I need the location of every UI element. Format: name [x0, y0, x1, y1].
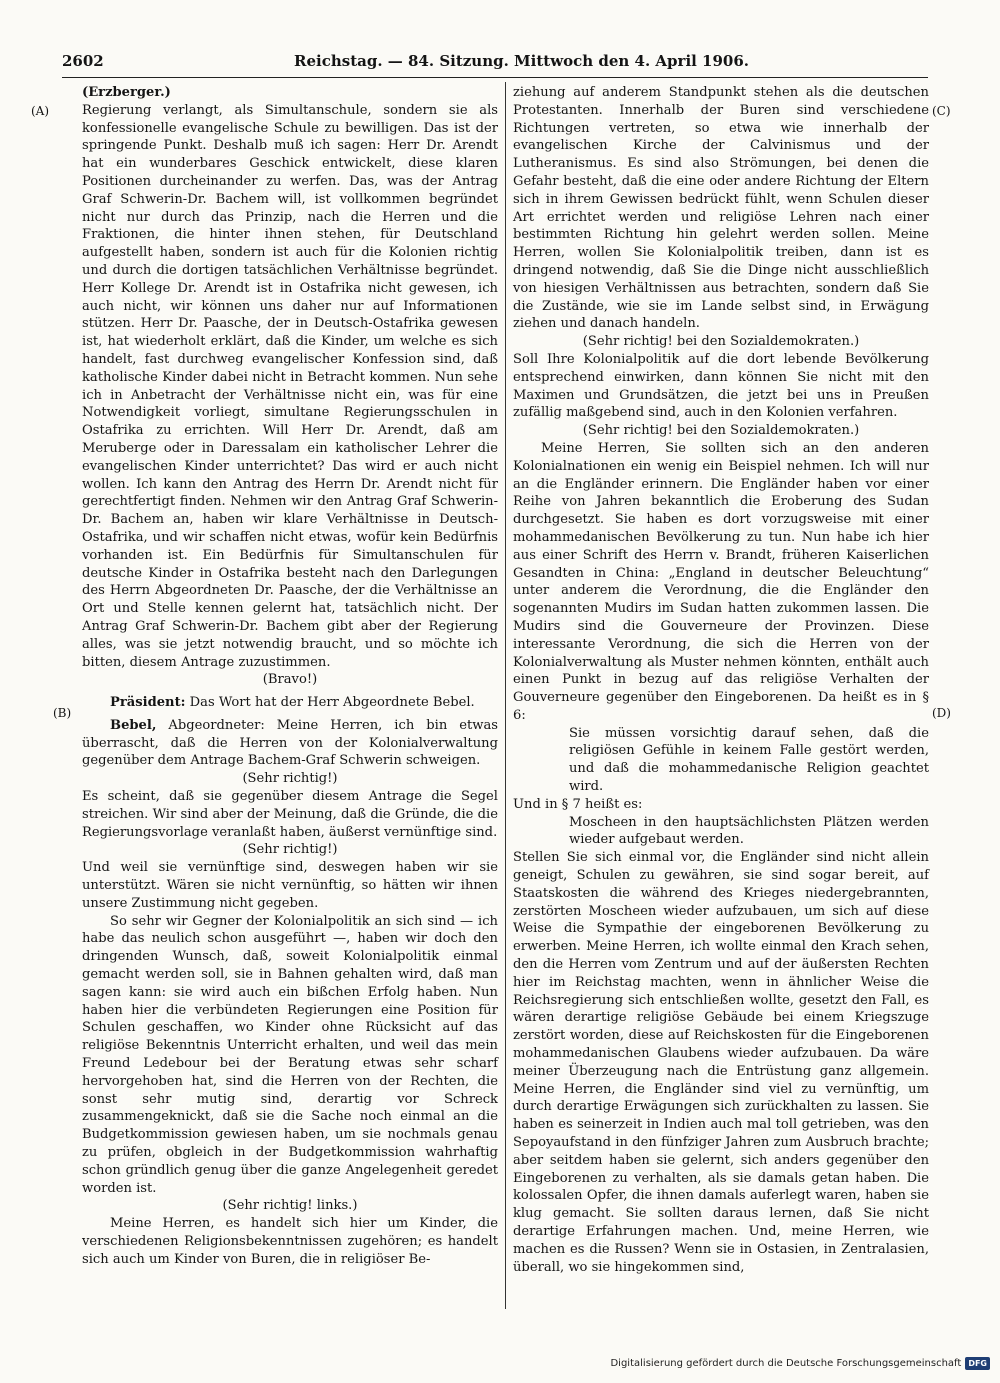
bebel-intro: Abgeordneter: Meine Herren, ich bin etwas überrascht, daß die Herren von der Kolonialverwaltung gegenüber dem Antrage Bachem-Graf Schwerin schweigen. [82, 717, 498, 769]
page-number: 2602 [62, 52, 104, 70]
paragraph: So sehr wir Gegner der Kolonialpolitik an sich sind — ich habe das neulich schon ausgeführt —, haben wir doch den dringenden Wunsch, daß, soweit Kolonialpolitik einmal gemacht werden soll, sie in Bahnen gehalten wird, daß man sagen kann: sie wird auch ein bißchen Erfolg haben. Nun haben hier die verbündeten Regierungen eine Position für Schulen geschaffen, wo Kinder ohne Rücksicht auf das religiöse Bekenntnis Unterricht erhalten, und weil das mein Freund Ledebour bei der Beratung etwas sehr scharf hervorgehoben hat, sind die Herren von der Rechten, die sonst sehr mutig sind, derartig vor Schreck zusammengeknickt, daß sie die Sache noch einmal an die Budgetkommission gewiesen haben, um sie nochmals genau zu prüfen, obgleich in der Budgetkommission wahrhaftig schon gründlich genug über die ganze Angelegenheit geredet worden ist. [82, 913, 498, 1196]
margin-marker-c: (C) [932, 104, 951, 118]
right-column [513, 84, 929, 1276]
quotation: Moscheen in den hauptsächlichsten Plätzen werden wieder aufgebaut werden. [569, 814, 929, 848]
quotation: Sie müssen vorsichtig darauf sehen, daß die religiösen Gefühle in keinem Falle gestört werden, und daß die mohammedanische Religion geachtet wird. [569, 725, 929, 795]
speaker-label: Bebel, [110, 717, 157, 733]
paragraph: ziehung auf anderem Standpunkt stehen als die deutschen Protestanten. Innerhalb der Buren sind verschiedene Richtungen vertreten, so etwa wie innerhalb der evangelischen Kirche der Calvinismus und der Lutheranismus. Es sind also Strömungen, bei denen die Gefahr besteht, daß die eine oder andere Richtung der Eltern sich in ihrem Gewissen bedrückt fühlt, wenn Schulen dieser Art errichtet werden und religiöse Lehren nach einer bestimmten Richtung hin gelehrt werden sollen. Meine Herren, wollen Sie Kolonialpolitik treiben, dann ist es dringend notwendig, daß Sie die Dinge nicht ausschließlich von hiesigen Verhältnissen aus betrachten, sondern daß Sie die Zustände, wie sie im Lande selbst sind, in Erwägung ziehen und danach handeln. [513, 85, 929, 332]
dfg-logo: DFG [965, 1357, 990, 1370]
interjection: (Sehr richtig!) [242, 771, 338, 787]
paragraph: Und weil sie vernünftige sind, deswegen haben wir sie unterstützt. Wären sie nicht vernünftig, so hätten wir ihnen unsere Zustimmung nicht gegeben. [82, 860, 498, 911]
interjection: (Sehr richtig!) [242, 842, 338, 858]
president-paragraph [82, 694, 498, 712]
bebel-paragraph [82, 717, 498, 770]
paragraph: Soll Ihre Kolonialpolitik auf die dort lebende Bevölkerung entsprechend einwirken, dann können Sie nicht mit den Maximen und Grundsätzen, die jetzt bei uns in Preußen zufällig maßgebend sind, auch in den Kolonien verfahren. [513, 351, 929, 421]
column-divider [505, 82, 506, 1309]
left-column [82, 84, 498, 1269]
margin-marker-a: (A) [31, 104, 50, 118]
running-title: Reichstag. — 84. Sitzung. Mittwoch den 4. April 1906. [294, 52, 750, 70]
paragraph: Es scheint, daß sie gegenüber diesem Antrage die Segel streichen. Wir sind aber der Meinung, daß die Gründe, die die Regierungsvorlage veranlaßt haben, äußerst vernünftige sind. [82, 789, 498, 840]
header-rule [62, 77, 928, 78]
margin-marker-d: (D) [932, 706, 951, 720]
paragraph: Meine Herren, es handelt sich hier um Kinder, die verschiedenen Religionsbekenntnissen zugehören; es handelt sich auch um Kinder von Buren, die in religiöser Be- [82, 1216, 498, 1267]
paragraph: Regierung verlangt, als Simultanschule, sondern sie als konfessionelle evangelische Schule zu bewilligen. Das ist der springende Punkt. Deshalb muß ich sagen: Herr Dr. Arendt hat ein wunderbares Geschick entwickelt, diese klaren Positionen durcheinander zu werfen. Das, was der Antrag Graf Schwerin-Dr. Bachem will, ist vollkommen begründet nicht nur durch das Prinzip, nach die Herren und die Fraktionen, die hinter ihnen stehen, für Deutschland aufgestellt haben, sondern ist auch für die Kolonien richtig und durch die dortigen tatsächlichen Verhältnisse begründet. Herr Kollege Dr. Arendt ist in Ostafrika nicht gewesen, ich auch nicht, wir können uns daher nur auf Informationen stützen. Herr Dr. Paasche, der in Deutsch-Ostafrika gewesen ist, hat wiederholt erklärt, daß die Kinder, um welche es sich handelt, fast durchweg evangelischer Konfession sind, daß katholische Kinder dabei nicht in Betracht kommen. Nun sehe ich in Anbetracht der Verhältnisse nicht ein, was für eine Notwendigkeit vorliegt, simultane Regierungsschulen in Ostafrika zu errichten. Will Herr Dr. Arendt, daß am Meruberge oder in Daressalam ein katholischer Lehrer die evangelischen Kinder unterrichtet? Das wird er auch nicht wollen. Ich kann den Antrag des Herrn Dr. Arendt nicht für gerechtfertigt finden. Nehmen wir den Antrag Graf Schwerin-Dr. Bachem an, haben wir klare Verhältnisse in Deutsch-Ostafrika, und wir schaffen nicht etwas, wofür kein Bedürfnis vorhanden ist. Ein Bedürfnis für Simultanschulen für deutsche Kinder in Ostafrika besteht nach den Darlegungen des Herrn Abgeordneten Dr. Paasche, der die Verhältnisse an Ort und Stelle kennen gelernt hat, tatsächlich nicht. Der Antrag Graf Schwerin-Dr. Bachem gibt aber der Regierung alles, was sie jetzt notwendig braucht, und so möchte ich bitten, diesem Antrage zuzustimmen. [82, 102, 498, 670]
president-text: Das Wort hat der Herr Abgeordnete Bebel. [189, 695, 475, 711]
page-header [62, 52, 930, 76]
speaker-heading: (Erzberger.) [82, 85, 171, 100]
paragraph: Meine Herren, Sie sollten sich an den anderen Kolonialnationen ein wenig ein Beispiel nehmen. Ich will nur an die Engländer erinnern. Die Engländer haben vor einer Reihe von Jahren bekanntlich die Eroberung des Sudan durchgesetzt. Sie haben es dort vorzugsweise mit einer mohammedanischen Bevölkerung zu tun. Nun habe ich hier aus einer Schrift des Herrn v. Brandt, früheren Kaiserlichen Gesandten in China: „England in deutscher Beleuchtung“ unter anderem die Verordnung, die die Engländer den sogenannten Mudirs im Sudan hatten zukommen lassen. Die Mudirs sind die Gouverneure der Provinzen. Diese interessante Verordnung, die sich die Herren von der Kolonialverwaltung als Muster nehmen könnten, enthält auch einen Punkt in bezug auf das religiöse Verhalten der Gouverneure gegenüber den Eingeborenen. Da heißt es in § 6: [513, 440, 929, 723]
interjection: (Sehr richtig! links.) [222, 1198, 358, 1214]
interjection: (Sehr richtig! bei den Sozialdemokraten.) [582, 423, 860, 439]
speaker-label: Präsident: [110, 695, 186, 711]
margin-marker-b: (B) [53, 706, 72, 720]
interjection: (Sehr richtig! bei den Sozialdemokraten.) [582, 334, 860, 350]
interjection: (Bravo!) [262, 672, 318, 688]
paragraph: Und in § 7 heißt es: [513, 796, 643, 812]
paragraph: Stellen Sie sich einmal vor, die Engländer sind nicht allein geneigt, Schulen zu gewähren, sie sind sogar bereit, auf Staatskosten die während des Krieges niedergebrannten, zerstörten Moscheen wieder aufzubauen, um sich auf diese Weise die Sympathie der eingeborenen Bevölkerung zu erwerben. Meine Herren, ich wollte einmal den Krach sehen, den die Herren vom Zentrum und auf der äußersten Rechten hier im Reichstag machten, wenn in ähnlicher Weise die Reichsregierung sich entschließen wollte, gesetzt den Fall, es wären derartige religiöse Gebäude bei einem Kriegszuge zerstört worden, diese auf Reichskosten für die Eingeborenen mohammedanischen Glaubens wieder aufzubauen. Da wäre meiner Überzeugung nach die Entrüstung ganz allgemein. Meine Herren, die Engländer sind viel zu vernünftig, um durch derartige Erwägungen sich zurückhalten zu lassen. Sie haben es seinerzeit in Indien auch mal toll getrieben, was den Sepoyaufstand in den fünfziger Jahren zum Ausbruch brachte; aber seitdem haben sie gelernt, sich anders gegenüber den Eingeborenen zu verhalten, als sie damals getan haben. Die kolossalen Opfer, die ihnen damals auferlegt waren, haben sie klug gemacht. Sie sollten daraus lernen, daß Sie nicht derartige Erfahrungen machen. Und, meine Herren, wie machen es die Russen? Wenn sie in Ostasien, in Zentralasien, überall, wo sie hingekommen sind, [513, 850, 929, 1275]
footer-text: Digitalisierung gefördert durch die Deutsche Forschungsgemeinschaft [610, 1358, 962, 1369]
footer-credit [610, 1357, 990, 1370]
